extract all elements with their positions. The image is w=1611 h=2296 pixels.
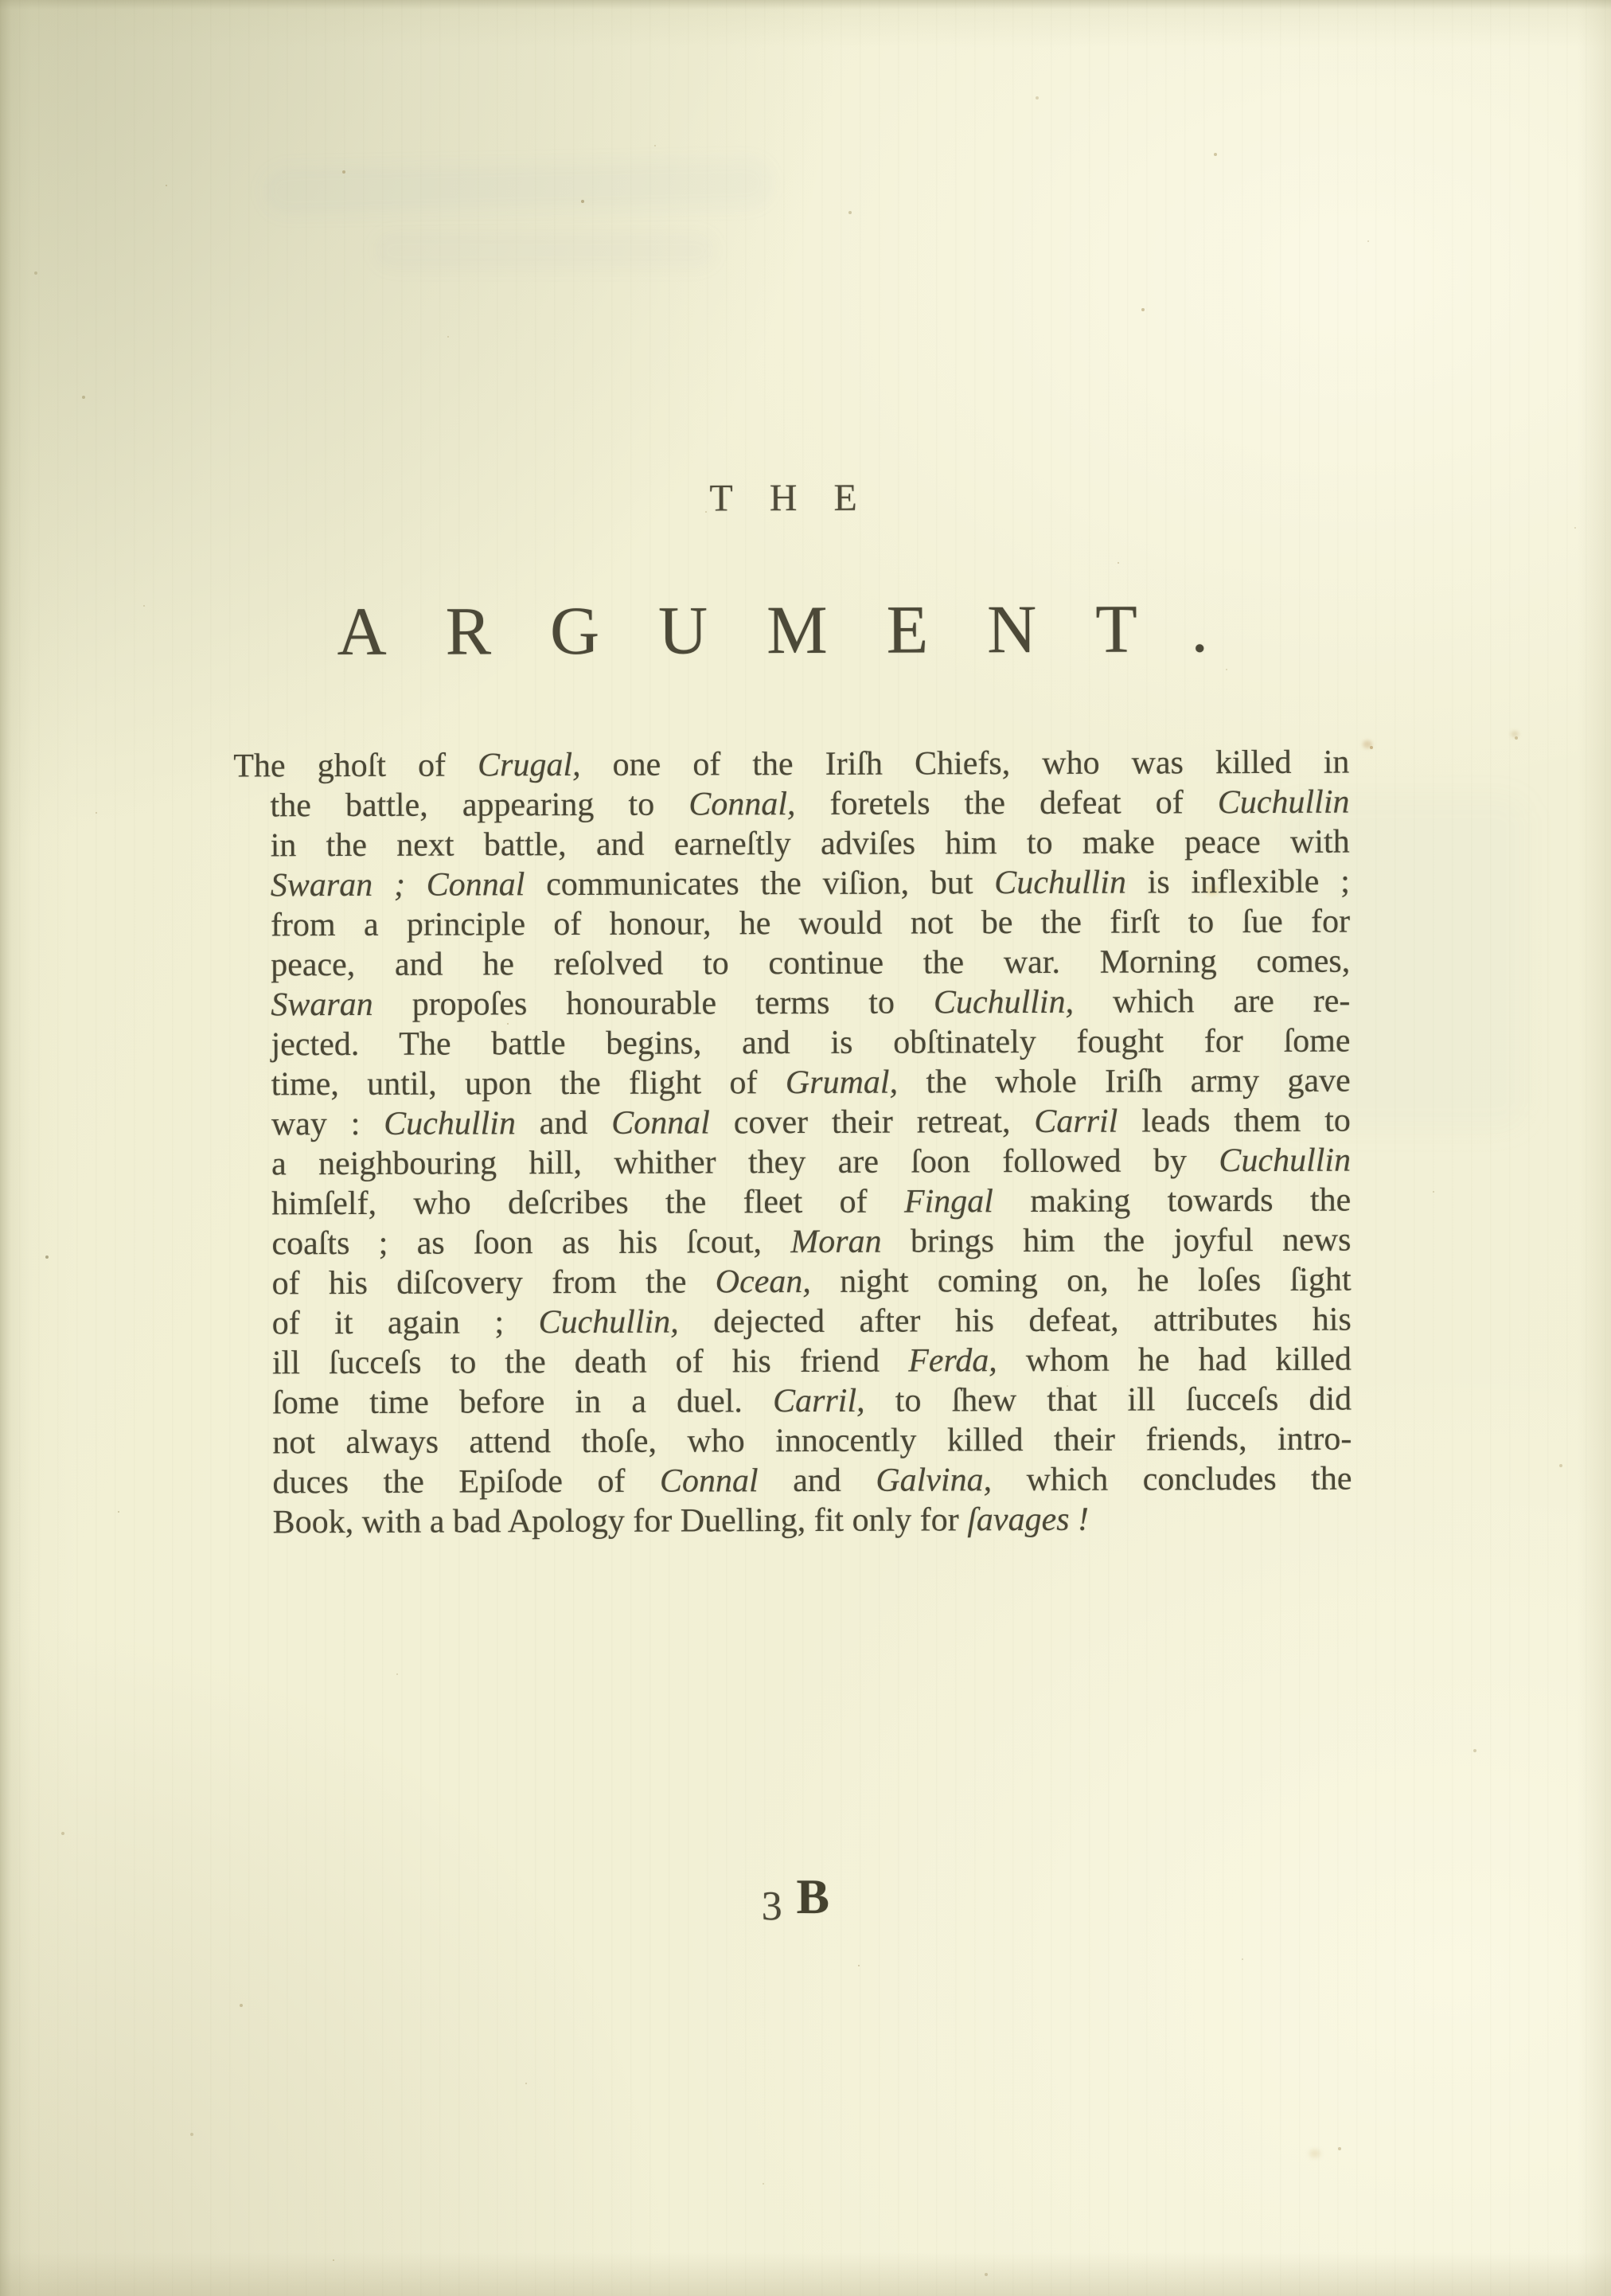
text-run: brings him the joyful news [881, 1221, 1352, 1260]
text-run: whom he had killed [997, 1341, 1352, 1380]
argument-line [236, 1380, 1352, 1423]
italic-proper-name: Cuchullin [384, 1105, 516, 1142]
text-run: is inflexible ; [1125, 863, 1350, 901]
argument-line [236, 1419, 1352, 1463]
text-run: dejected after his defeat, attributes his [678, 1301, 1352, 1341]
argument-line [233, 743, 1349, 787]
text-run: of it again ; [271, 1304, 539, 1342]
text-run: and [515, 1104, 612, 1142]
argument-line [234, 862, 1350, 906]
text-run: making towards the [993, 1181, 1352, 1220]
page-footer [237, 1868, 1353, 1947]
italic-proper-name: Cuchullin [1219, 1142, 1352, 1180]
italic-proper-name: Connal, [688, 786, 796, 823]
argument-line [236, 1260, 1352, 1304]
italic-proper-name: Ocean, [715, 1263, 811, 1301]
text-run: jected. The battle begins, and is obſtinately fought for ſome [271, 1022, 1351, 1064]
italic-proper-name: Galvina, [876, 1462, 993, 1499]
text-run: night coming on, he loſes ſight [810, 1261, 1352, 1300]
text-run: coaſts ; as ſoon as his ſcout, [271, 1224, 791, 1263]
argument-line [234, 982, 1350, 1025]
argument-line [234, 822, 1350, 866]
text-run: himſelf, who deſcribes the fleet of [271, 1183, 905, 1223]
argument-line [234, 902, 1350, 946]
italic-proper-name: Connal [611, 1104, 711, 1142]
argument-line [236, 1499, 1352, 1543]
argument-line [234, 942, 1350, 986]
heading-the: THE [709, 476, 894, 520]
text-run: communicates the viſion, but [525, 865, 995, 904]
text-run: ill ſucceſs to the death of his friend [271, 1342, 909, 1382]
italic-proper-name: Crugal, [477, 746, 581, 784]
italic-proper-name: Carril, [772, 1382, 865, 1420]
text-run: foretels the defeat of [795, 784, 1218, 823]
text-run: duces the Epiſode of [272, 1462, 661, 1501]
italic-proper-name: Swaran ; Connal [270, 866, 525, 904]
text-run: leads them to [1118, 1102, 1351, 1140]
italic-proper-name: Grumal, [785, 1064, 899, 1102]
text-run: the battle, appearing to [270, 786, 689, 825]
page-number: 3 [761, 1884, 782, 1930]
argument-line [234, 1021, 1350, 1065]
text-run: time, until, upon the flight of [271, 1064, 786, 1103]
text-run: and [758, 1462, 876, 1500]
text-run: one of the Iriſh Chiefs, who was killed in [580, 744, 1350, 783]
italic-proper-name: ſavages ! [967, 1501, 1090, 1539]
text-run: ſome time before in a duel. [272, 1383, 774, 1422]
italic-proper-name: Cuchullin, [538, 1303, 679, 1341]
text-run: propoſes honourable terms to [373, 984, 934, 1023]
argument-line [233, 783, 1349, 826]
italic-proper-name: Ferda, [908, 1342, 997, 1380]
text-run: the whole Iriſh army gave [897, 1062, 1351, 1101]
signature-mark: B [796, 1869, 830, 1925]
italic-proper-name: Cuchullin [994, 864, 1127, 902]
italic-proper-name: Fingal [903, 1183, 994, 1220]
text-run: which concludes the [992, 1460, 1352, 1499]
argument-line [236, 1340, 1352, 1384]
text-run: The ghoſt of [233, 747, 478, 785]
text-run: Book, with a bad Apology for Duelling, fit only for [272, 1501, 968, 1541]
paper-speckles [0, 0, 2, 2]
text-run: cover their retreat, [709, 1103, 1035, 1142]
argument-line [236, 1459, 1352, 1503]
argument-paragraph [233, 743, 1352, 1543]
text-run: not always attend thoſe, who innocently killed their friends, intro- [272, 1420, 1352, 1462]
argument-line [235, 1061, 1351, 1105]
text-run: which are re- [1073, 982, 1351, 1021]
italic-proper-name: Cuchullin [1217, 783, 1350, 822]
heading-argument: ARGUMENT. [337, 589, 1268, 670]
text-run: way : [271, 1105, 384, 1143]
italic-proper-name: Carril [1034, 1103, 1118, 1140]
italic-proper-name: Cuchullin, [933, 983, 1075, 1021]
text-run: from a principle of honour, he would not be the firſt to ſue for [270, 903, 1351, 944]
italic-proper-name: Swaran [271, 986, 373, 1024]
text-run: to ſhew that ill ſucceſs did [864, 1380, 1352, 1419]
text-run: of his diſcovery from the [271, 1263, 716, 1302]
italic-proper-name: Connal [659, 1462, 759, 1500]
argument-line [235, 1181, 1351, 1224]
argument-line [236, 1300, 1352, 1344]
argument-line [235, 1220, 1351, 1264]
argument-line [235, 1141, 1351, 1185]
text-run: in the next battle, and earneſtly adviſes him to make peace with [270, 823, 1350, 865]
text-run: peace, and he reſolved to continue the war. Morning comes, [271, 943, 1351, 984]
italic-proper-name: Moran [790, 1223, 882, 1261]
argument-line [235, 1101, 1351, 1145]
text-run: a neighbouring hill, whither they are ſoon followed by [271, 1142, 1219, 1183]
